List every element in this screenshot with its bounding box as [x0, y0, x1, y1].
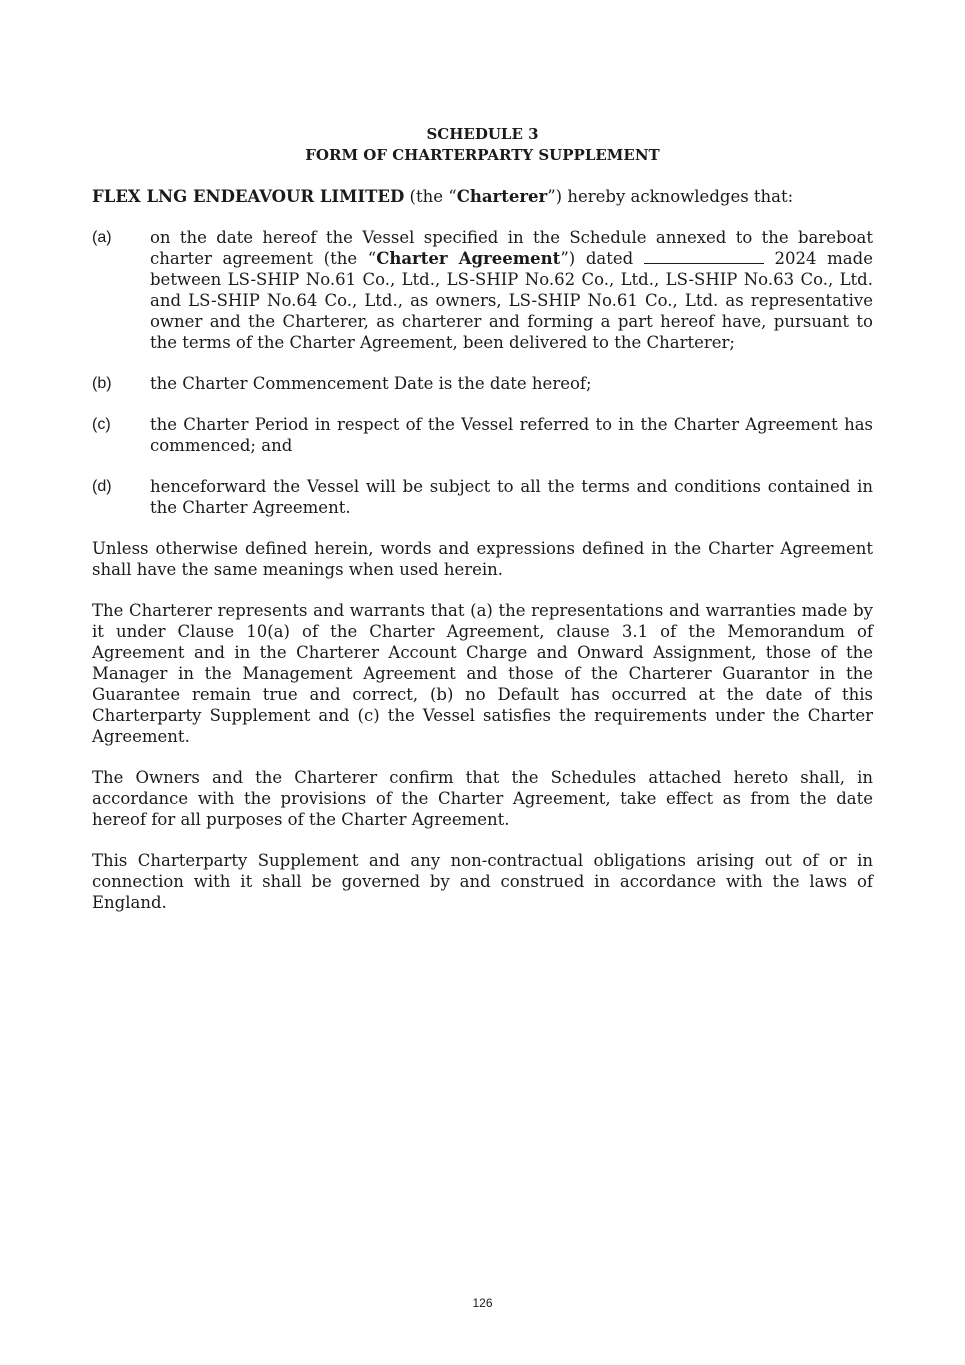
defined-term-charterer: Charterer	[456, 187, 548, 206]
document-page	[92, 124, 873, 933]
schedule-title: FORM OF CHARTERPARTY SUPPLEMENT	[305, 146, 660, 164]
list-item-b	[92, 373, 873, 394]
schedules-paragraph: The Owners and the Charterer confirm that the Schedules attached hereto shall, in accordance with the provisions of the Charter Agreement, take effect as from the date hereof for all purposes of the Charter Agreement.	[92, 768, 873, 829]
item-label: (c)	[92, 416, 111, 433]
item-text: the Charter Commencement Date is the date hereof;	[150, 374, 592, 393]
item-label: (b)	[92, 375, 112, 392]
intro-pre: (the “	[404, 187, 457, 206]
item-text: henceforward the Vessel will be subject to all the terms and conditions contained in the Charter Agreement.	[150, 477, 873, 517]
list-item-d	[92, 476, 873, 518]
date-blank-line	[644, 249, 764, 264]
item-text: the Charter Period in respect of the Vessel referred to in the Charter Agreement has commenced; and	[150, 415, 873, 455]
page-number: 126	[472, 1296, 493, 1310]
item-label: (d)	[92, 478, 112, 495]
item-a-text-2: ”) dated	[560, 249, 644, 268]
charterer-name: FLEX LNG ENDEAVOUR LIMITED	[92, 187, 405, 206]
representations-paragraph: The Charterer represents and warrants that (a) the representations and warranties made by it under Clause 10(a) of the Charter Agreement, clause 3.1 of the Memorandum of Agreement and in the Charterer Account Charge and Onward Assignment, those of the Manager in the Management Agreement and those of the Charterer Guarantor in the Guarantee remain true and correct, (b) no Default has occurred at the date of this Charterparty Supplement and (c) the Vessel satisfies the requirements under the Charter Agreement.	[92, 601, 873, 746]
item-text	[150, 227, 873, 353]
intro-paragraph	[92, 186, 873, 207]
acknowledgement-list	[92, 227, 873, 518]
item-a-text-3: 2024 made between LS-SHIP No.61 Co., Ltd., LS-SHIP No.62 Co., Ltd., LS-SHIP No.63 Co., Ltd. and LS-SHIP No.64 Co., Ltd., as owners, LS-SHIP No.61 Co., Ltd. as representative owner and the Charterer, as charterer and forming a part hereof have, pursuant to the terms of the Charter Agreement, been delivered to the Charterer;	[150, 249, 873, 352]
schedule-number: SCHEDULE 3	[426, 125, 539, 143]
governing-law-paragraph: This Charterparty Supplement and any non-contractual obligations arising out of or in connection with it shall be governed by and construed in accordance with the laws of England.	[92, 851, 873, 912]
item-label: (a)	[92, 229, 112, 246]
list-item-c	[92, 414, 873, 456]
defined-term-charter-agreement: Charter Agreement	[376, 249, 561, 268]
list-item-a	[92, 227, 873, 353]
definitions-paragraph: Unless otherwise defined herein, words and expressions defined in the Charter Agreement shall have the same meanings when used herein.	[92, 539, 873, 579]
intro-post: ”) hereby acknowledges that:	[547, 187, 794, 206]
item-a-text-1: on the date hereof the Vessel specified in the Schedule annexed to the bareboat charter agreement (the “	[150, 228, 873, 268]
